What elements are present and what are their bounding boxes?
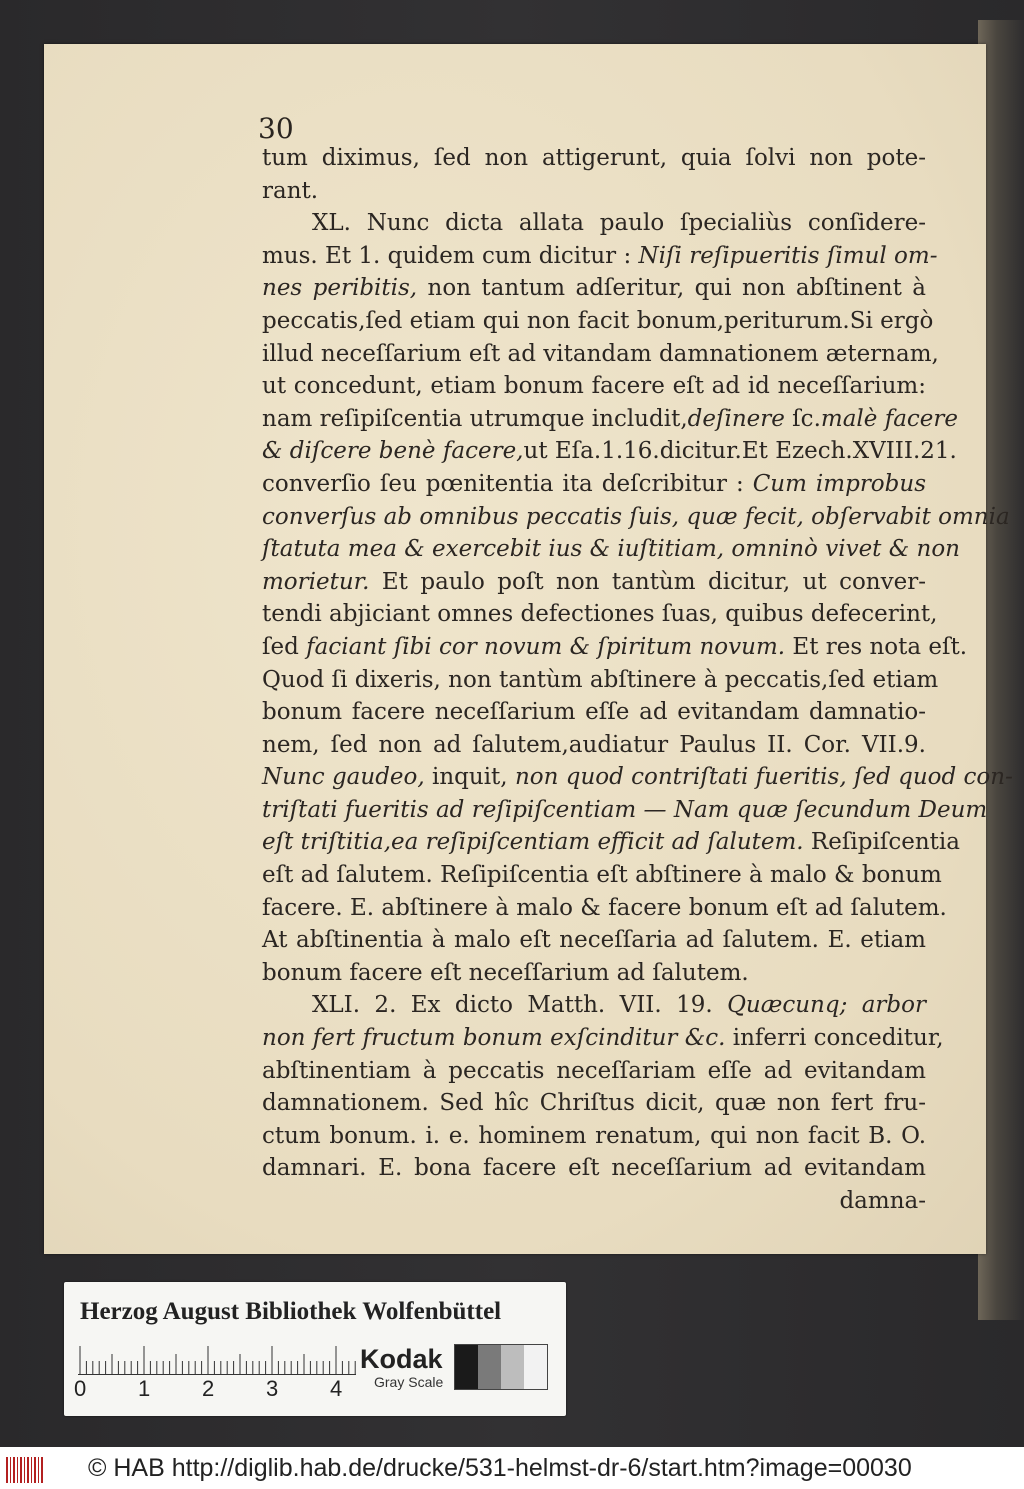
hab-logo-icon [6,1457,44,1483]
text-line [262,338,939,371]
text-line [262,664,939,697]
text-line [262,403,959,436]
gray-scale-label: Gray Scale [374,1374,444,1390]
text-line [262,924,926,957]
text-run: ut concedunt, etiam bonum facere eſt ad id neceſſarium: [262,373,926,400]
text-run: facere. E. abſtinere à malo & facere bonum eſt ad ſalutem. [262,894,947,921]
italic-quote: ſtatuta mea & exercebit ius & iuſtitiam, omninò vivet & non [262,536,960,563]
italic-quote: malè facere [820,405,959,432]
text-run: bonum facere neceſſarium eſſe ad evitandam damnatio- [262,699,926,726]
text-run: ctum bonum. i. e. hominem renatum, qui non facit B. O. [262,1122,926,1149]
ruler-number: 2 [202,1376,215,1401]
gray-swatch [478,1345,501,1389]
text-line [262,989,926,1022]
text-run: Reſipiſcentia [803,829,960,856]
italic-quote: non fert fructum bonum exſcinditur &c. [262,1025,726,1052]
text-run: XLI. 2. Ex dicto Matth. VII. 19. [312,992,728,1019]
page-number: 30 [258,112,294,145]
text-line [262,794,988,827]
text-run: rant. [262,177,319,204]
text-run: bonum facere eſt neceſſarium ad ſalutem. [262,959,749,986]
text-run: ſc. [784,405,821,432]
footer-bar [0,1447,1024,1489]
ruler-number: 3 [266,1376,279,1401]
italic-quote: morietur. [262,568,370,595]
italic-quote: deſinere [687,405,785,432]
ruler-numbers [74,1376,368,1401]
text-line [262,1055,926,1088]
text-line [262,826,960,859]
text-line [262,1087,926,1120]
text-run: eſt ad ſalutem. Reſipiſcentia eſt abſtinere à malo & bonum [262,862,942,889]
italic-quote: Quæcunq; arbor [727,992,926,1019]
text-line [262,1185,926,1218]
text-run: inferri conceditur, [725,1025,944,1052]
text-line [262,1120,926,1153]
color-target-card [64,1282,566,1416]
text-run: Et paulo poſt non tantùm dicitur, ut conver- [369,568,926,595]
ruler-number: 0 [74,1376,87,1401]
text-line [262,175,926,208]
text-line [262,957,926,990]
text-run: nem, ſed non ad ſalutem,audiatur Paulus II. Cor. VII.9. [262,731,926,758]
text-run: damnari. E. bona facere eſt neceſſarium ad evitandam [262,1155,926,1182]
italic-quote: Nunc gaudeo, [262,764,425,791]
gray-swatches [454,1344,548,1390]
text-line [262,566,926,599]
text-run: converſio ſeu pœnitentia ita deſcribitur : [262,470,753,497]
text-line [262,761,1013,794]
text-run: tum diximus, ſed non attigerunt, quia ſolvi non pote- [262,145,926,171]
text-run: damnationem. Sed hîc Chriſtus dicit, quæ non fert fru- [262,1090,926,1117]
text-run: Quod ſi dixeris, non tantùm abſtinere à peccatis,ſed etiam [262,666,939,693]
copyright-link[interactable]: © HAB http://diglib.hab.de/drucke/531-helmst-dr-6/start.htm?image=00030 [88,1454,912,1482]
italic-quote: triſtati fueritis ad reſipiſcentiam — Nam quæ ſecundum Deum [262,796,988,823]
text-run: ut Eſa.1.16.dicitur.Et Ezech.XVIII.21. [523,438,957,465]
text-line [262,435,957,468]
page-text [262,142,1013,1218]
text-run: non tantum adſeritur, qui non abſtinent à [417,275,926,302]
italic-quote: Cum improbus [752,470,926,497]
library-name: Herzog August Bibliothek Wolfenbüttel [80,1298,502,1325]
text-run: At abſtinentia à malo eſt neceſſaria ad ſalutem. E. etiam [262,927,926,954]
gray-swatch [524,1345,547,1389]
text-line [262,272,926,305]
text-line [262,1152,926,1185]
text-run: peccatis,ſed etiam qui non facit bonum,periturum.Si ergò [262,307,934,334]
text-line [262,207,926,240]
text-line [262,892,947,925]
text-line [262,468,926,501]
kodak-logo: Kodak [360,1344,443,1374]
ruler-number: 1 [138,1376,151,1401]
text-line [262,729,926,762]
text-run: inquit, [424,764,515,791]
ruler-number: 4 [330,1376,343,1401]
text-line [262,501,1010,534]
text-line [262,631,968,664]
italic-quote: eſt triſtitia,ea reſipiſcentiam efficit ad ſalutem. [262,829,804,856]
text-run: XL. Nunc dicta allata paulo ſpecialiùs conſidere- [312,210,926,237]
text-run: ſed [262,633,307,660]
italic-quote: & diſcere benè facere, [262,438,524,465]
gray-swatch [501,1345,524,1389]
text-run: abſtinentiam à peccatis neceſſariam eſſe ad evitandam [262,1057,926,1084]
text-line [262,240,938,273]
text-line [262,696,926,729]
italic-quote: non quod contriſtati fueritis, ſed quod con- [514,764,1013,791]
text-line [262,370,926,403]
gray-swatch [455,1345,478,1389]
text-line [262,142,926,175]
text-run: Et res nota eſt. [785,633,968,660]
text-run: mus. Et 1. quidem cum dicitur : [262,242,639,269]
text-line [262,305,934,338]
italic-quote: converſus ab omnibus peccatis ſuis, quæ fecit, obſervabit omnia [262,503,1010,530]
text-line [262,1022,944,1055]
text-line [262,598,938,631]
text-line [262,533,960,566]
text-run: tendi abjiciant omnes defectiones ſuas, quibus defecerint, [262,601,938,628]
text-run: illud neceſſarium eſt ad vitandam damnationem æternam, [262,340,939,367]
text-run: damna- [839,1188,926,1214]
italic-quote: Niſi reſipueritis ſimul om- [638,242,938,269]
italic-quote: faciant ſibi cor novum & ſpiritum novum. [306,633,786,660]
text-run: nam reſipiſcentia utrumque includit, [262,405,688,432]
text-line [262,859,942,892]
italic-quote: nes peribitis, [262,275,418,302]
ruler-scale [78,1344,356,1375]
